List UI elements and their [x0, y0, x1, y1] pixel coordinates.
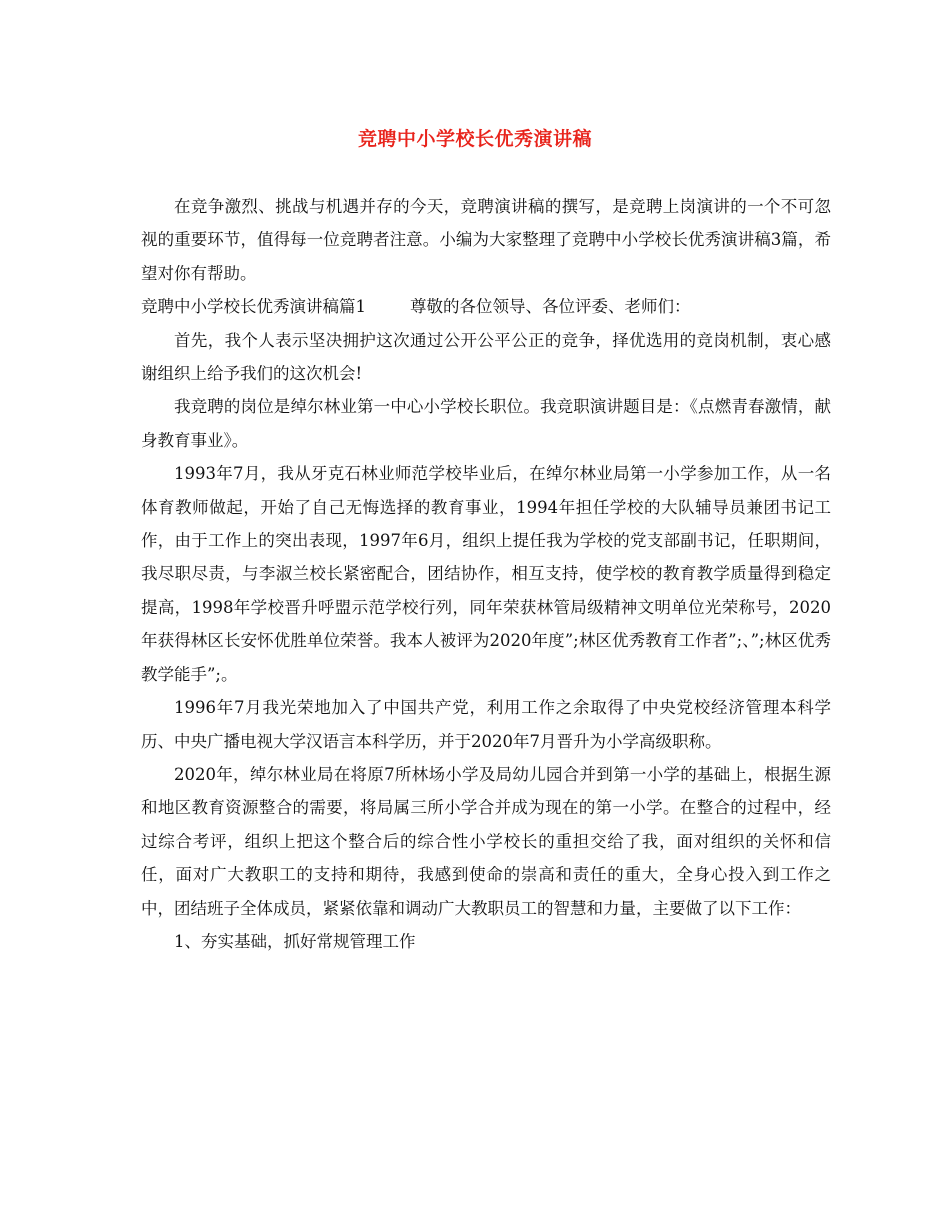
- paragraph: 1993年7月，我从牙克石林业师范学校毕业后，在绰尔林业局第一小学参加工作，从一名体育教师做起，开始了自己无悔选择的教育事业，1994年担任学校的大队辅导员兼团书记工作，由于工作上的突出表现，1997年6月，组织上提任我为学校的党支部副书记，任职期间，我尽职尽责，与李淑兰校长紧密配合，团结协作，相互支持，使学校的教育教学质量得到稳定提高，1998年学校晋升呼盟示范学校行列，同年荣获林管局级精神文明单位光荣称号，2020年获得林区长安怀优胜单位荣誉。我本人被评为2020年度”;林区优秀教育工作者”;、”;林区优秀教学能手”;。: [141, 464, 831, 684]
- salutation: 尊敬的各位领导、各位评委、老师们：: [410, 297, 691, 317]
- list-item-heading: 1、夯实基础，抓好常规管理工作: [174, 931, 416, 951]
- document-title: 竞聘中小学校长优秀演讲稿: [357, 128, 592, 150]
- intro-paragraph: 在竞争激烈、挑战与机遇并存的今天，竞聘演讲稿的撰写，是竞聘上岗演讲的一个不可忽视的重要环节，值得每一位竞聘者注意。小编为大家整理了竞聘中小学校长优秀演讲稿3篇，希望对你有帮助。: [141, 197, 831, 283]
- paragraph: 1996年7月我光荣地加入了中国共产党，利用工作之余取得了中央党校经济管理本科学历、中央广播电视大学汉语言本科学历，并于2020年7月晋升为小学高级职称。: [141, 698, 831, 751]
- section-heading-line: [141, 290, 831, 323]
- paragraph: 我竞聘的岗位是绰尔林业第一中心小学校长职位。我竞职演讲题目是：《点燃青春激情，献身教育事业》。: [141, 397, 831, 450]
- paragraph: 2020年，绰尔林业局在将原7所林场小学及局幼儿园合并到第一小学的基础上，根据生源和地区教育资源整合的需要，将局属三所小学合并成为现在的第一小学。在整合的过程中，经过综合考评，组织上把这个整合后的综合性小学校长的重担交给了我，面对组织的关怀和信任，面对广大教职工的支持和期待，我感到使命的崇高和责任的重大，全身心投入到工作之中，团结班子全体成员，紧紧依靠和调动广大教职员工的智慧和力量，主要做了以下工作：: [141, 764, 831, 918]
- section-heading: 竞聘中小学校长优秀演讲稿篇1: [141, 297, 366, 317]
- document-body: [141, 190, 831, 958]
- paragraph: 首先，我个人表示坚决拥护这次通过公开公平公正的竞争，择优选用的竞岗机制，衷心感谢组织上给予我们的这次机会!: [141, 330, 831, 384]
